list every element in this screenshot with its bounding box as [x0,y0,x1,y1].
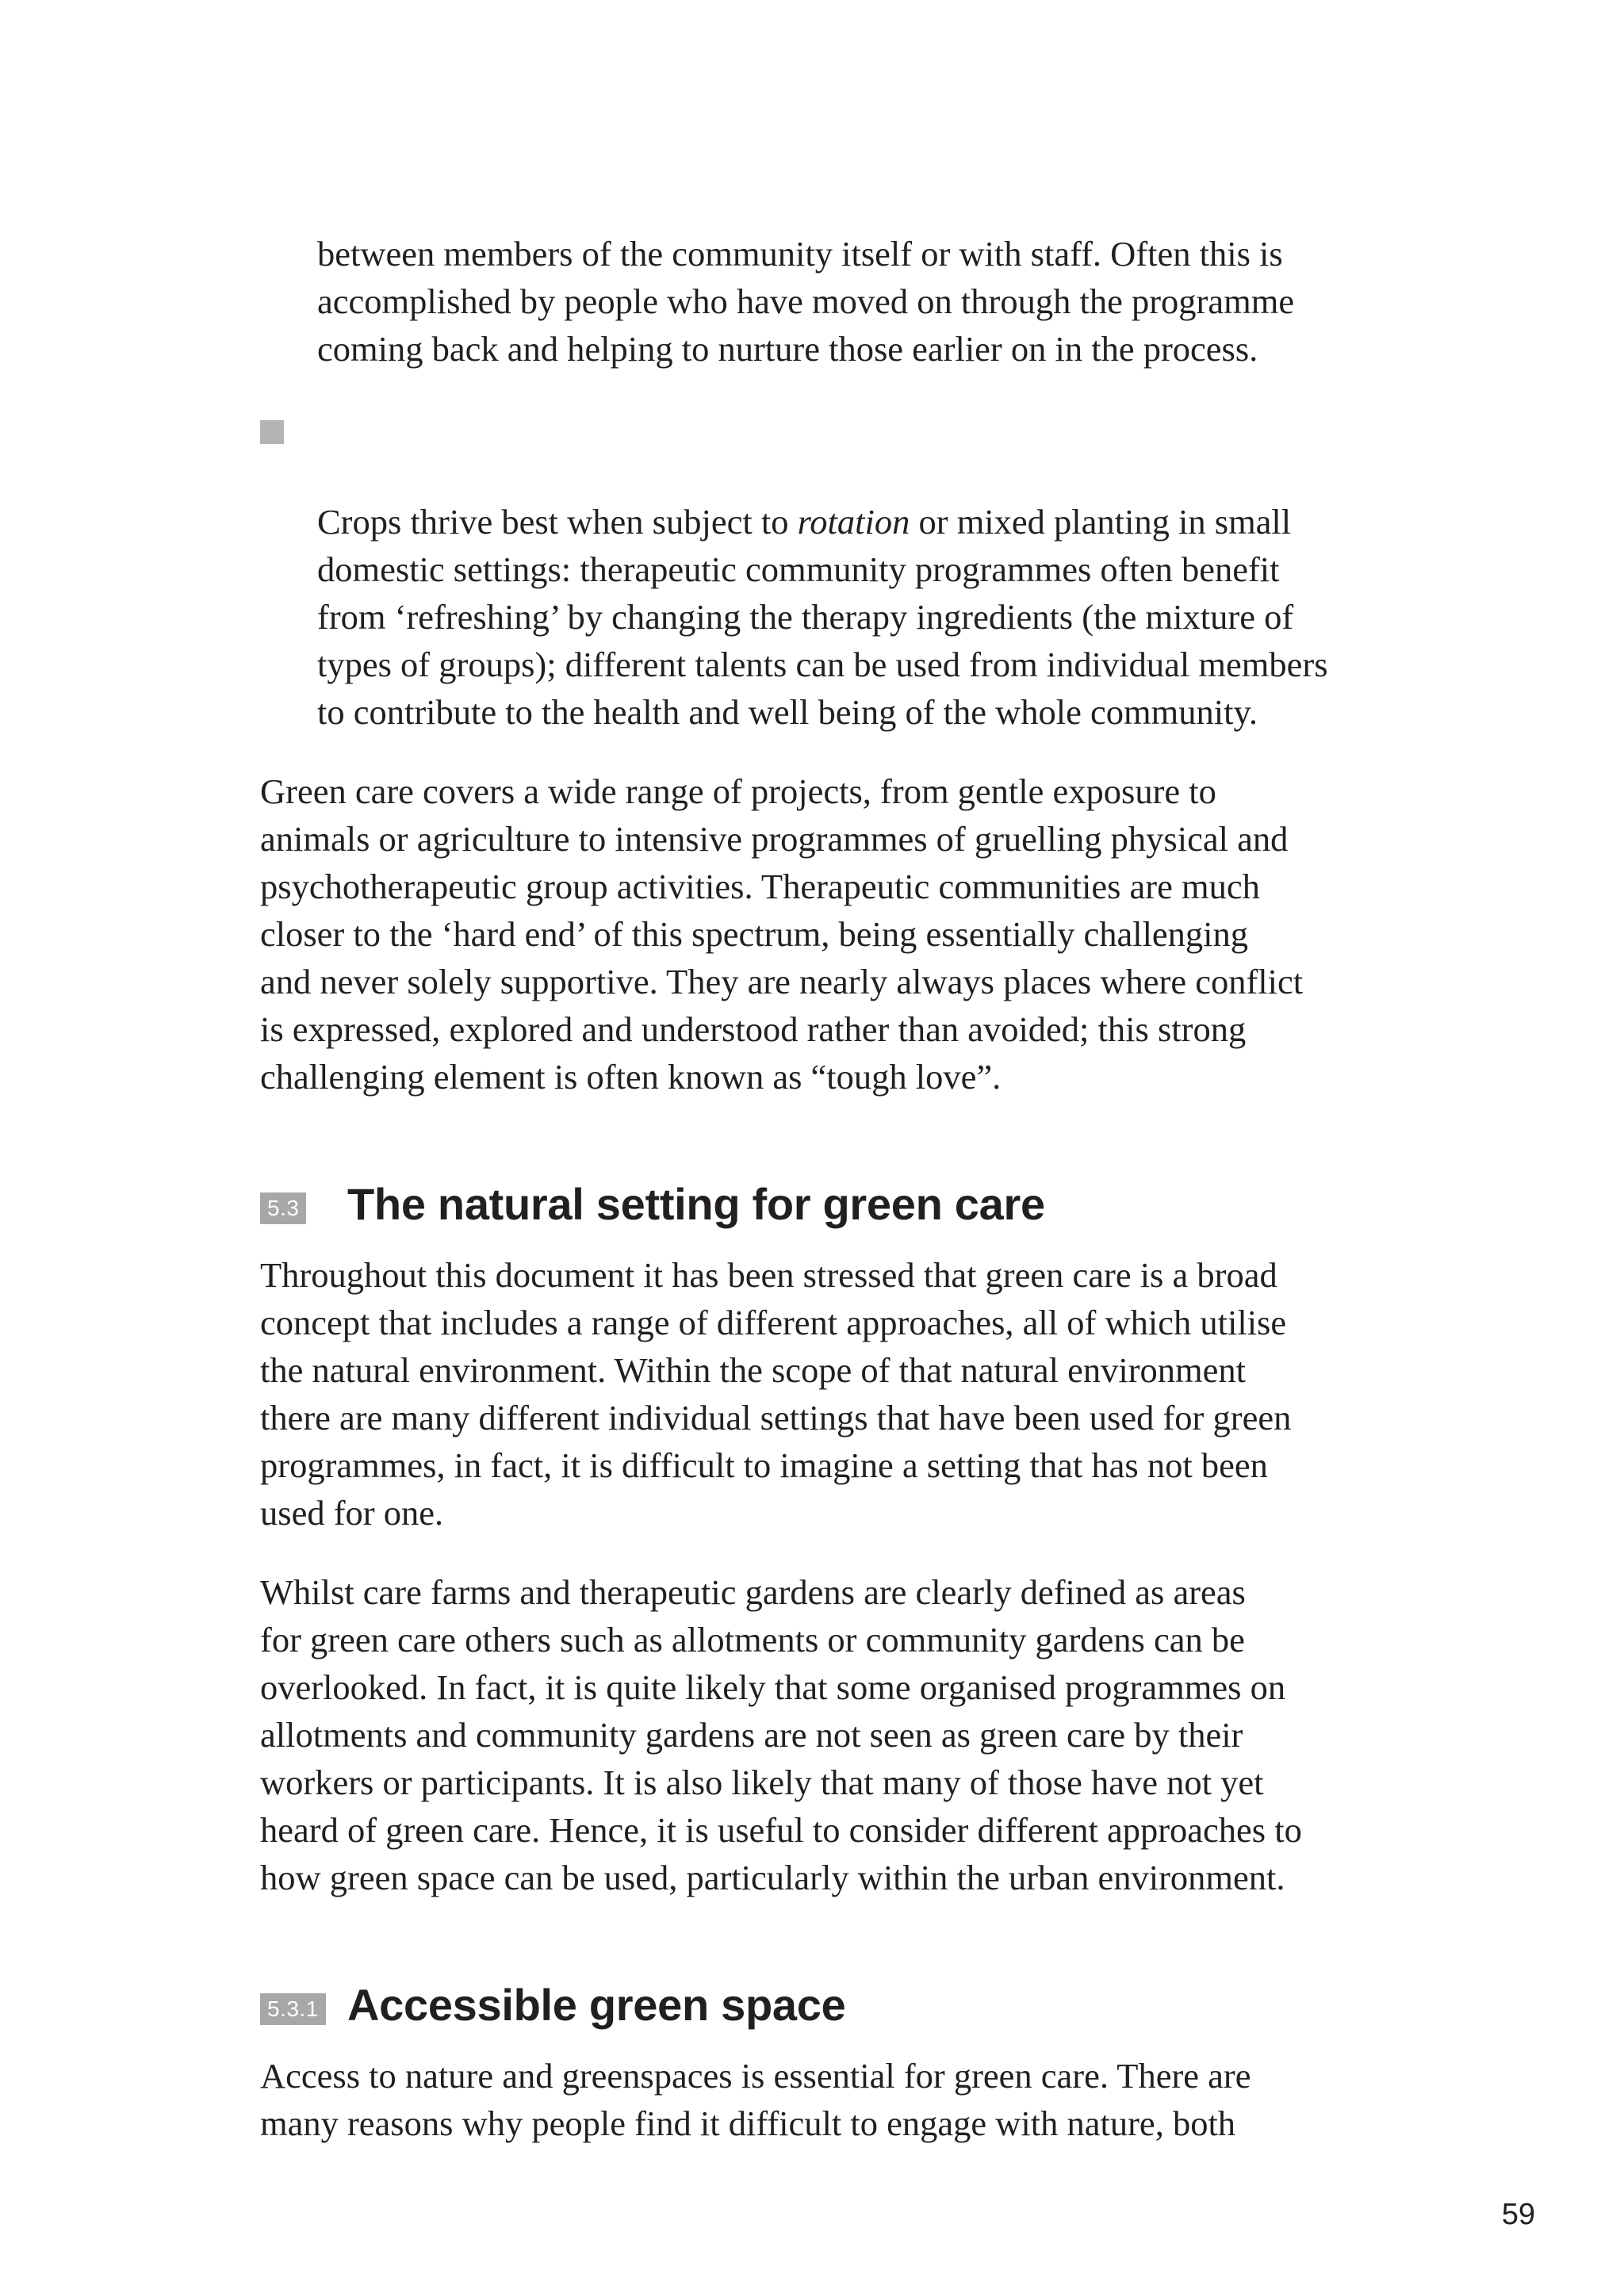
paragraph-care-farms: Whilst care farms and therapeutic gardens are clearly defined as areas for green care others such as allotments or community gardens can be overlooked. In fact, it is quite likely that some organised programmes on allotments and community gardens are not seen as green care by their workers or participants. It is also likely that many of those have not yet heard of green care. Hence, it is useful to consider different approaches to how green space can be used, particularly within the urban environment. [260,1572,1302,1897]
bullet-item-crops [317,403,1418,736]
section-number-badge: 5.3 [260,1192,306,1224]
subsection-number-badge: 5.3.1 [260,1993,326,2025]
paragraph-natural-setting: Throughout this document it has been stressed that green care is a broad concept that includes a range of different approaches, all of which utilise the natural environment. Within the scope of that natural environment there are many different individual settings that have been used for green programmes, in fact, it is difficult to imagine a setting that has not been used for one. [260,1255,1292,1533]
square-bullet-icon [260,420,284,444]
page-content [260,230,1418,2147]
paragraph-access-to-nature: Access to nature and greenspaces is essential for green care. There are many reasons why people find it difficult to engage with nature, both [260,2056,1251,2143]
section-heading-5-3 [260,1177,1418,1232]
subsection-title: Accessible green space [347,1980,846,2030]
section-title: The natural setting for green care [347,1179,1045,1229]
page-number: 59 [1501,2198,1535,2231]
paragraph-green-care-range: Green care covers a wide range of projects, from gentle exposure to animals or agriculture to intensive programmes of gruelling physical and psychotherapeutic group activities. Therapeutic communities are much closer to the ‘hard end’ of this spectrum, being essentially challenging and never solely supportive. They are nearly always places where conflict is expressed, explored and understood rather than avoided; this strong challenging element is often known as “tough love”. [260,771,1304,1097]
bullet-continuation-text: between members of the community itself or with staff. Often this is accomplished by people who have moved on through the programme coming back and helping to nurture those earlier on in the process. [317,234,1295,369]
bullet-italic-term: rotation [797,502,910,542]
bullet-text-start: Crops thrive best when subject to [317,502,798,542]
bullet-text-end: or mixed planting in small domestic settings: therapeutic community programmes often benefit from ‘refreshing’ by changing the therapy ingredients (the mixture of types of groups); different talents can be used from individual members to contribute to the health and well being of the whole community. [317,502,1328,732]
section-heading-5-3-1 [260,1977,1418,2033]
